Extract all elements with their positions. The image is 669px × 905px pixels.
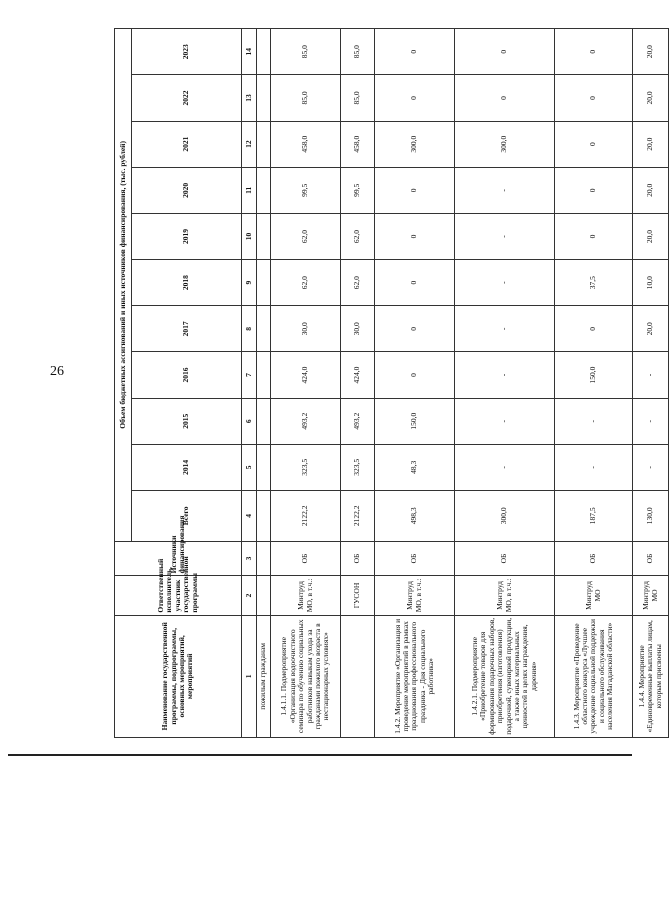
- cell-resp: Минтруд МО, в т.ч.:: [375, 576, 455, 615]
- col-number: 8: [242, 306, 257, 352]
- col-number: 13: [242, 75, 257, 121]
- col-number: 5: [242, 444, 257, 490]
- cell-value: 0: [555, 213, 633, 259]
- header-year: 2016: [132, 352, 242, 398]
- cell-value: 99,5: [271, 167, 341, 213]
- header-total: Всего: [132, 490, 242, 541]
- cell-value: [257, 167, 271, 213]
- cell-name: 1.4.2. Мероприятие «Организация и проведение мероприятий в рамках празднования профессионального праздника - Дня социального работника»: [375, 615, 455, 737]
- cell-value: 130,0: [633, 490, 669, 541]
- cell-value: 0: [455, 29, 555, 75]
- cell-value: 424,0: [271, 352, 341, 398]
- cell-value: 498,3: [375, 490, 455, 541]
- cell-name: пожилым гражданам: [257, 615, 271, 737]
- cell-name: 1.4.2.1. Подмероприятие «Приобретение товаров для формирования подарочных наборов, приобретения (изготовления) подарочной, сувенирной продукции, а также иных материальных ценностей в целях награждения, дарения»: [455, 615, 555, 737]
- cell-value: 187,5: [555, 490, 633, 541]
- cell-value: 0: [375, 167, 455, 213]
- cell-value: [257, 444, 271, 490]
- column-number-row: [242, 29, 257, 738]
- cell-resp: Минтруд МО: [555, 576, 633, 615]
- cell-value: 2122,2: [341, 490, 375, 541]
- cell-resp: Минтруд МО, в т.ч.:: [271, 576, 341, 615]
- cell-source: ОБ: [633, 541, 669, 576]
- cell-value: 0: [555, 167, 633, 213]
- cell-value: [257, 213, 271, 259]
- col-number: 1: [242, 615, 257, 737]
- table-row: [341, 29, 375, 738]
- header-funding-title: Объем бюджетных ассигнований и иных источников финансирования, (тыс. рублей): [115, 29, 132, 542]
- cell-value: [257, 75, 271, 121]
- cell-value: 493,2: [341, 398, 375, 444]
- cell-value: 37,5: [555, 260, 633, 306]
- cell-source: ОБ: [271, 541, 341, 576]
- cell-value: 85,0: [271, 75, 341, 121]
- cell-value: 85,0: [341, 29, 375, 75]
- cell-value: 0: [375, 306, 455, 352]
- cell-value: 62,0: [341, 260, 375, 306]
- col-number: 14: [242, 29, 257, 75]
- cell-value: 62,0: [341, 213, 375, 259]
- cell-value: 300,0: [455, 121, 555, 167]
- cell-value: -: [455, 306, 555, 352]
- col-number: 3: [242, 541, 257, 576]
- cell-resp: Минтруд МО, в т.ч.:: [455, 576, 555, 615]
- cell-value: -: [633, 398, 669, 444]
- table-row: [455, 29, 555, 738]
- funding-table: [114, 28, 669, 738]
- col-number: 9: [242, 260, 257, 306]
- cell-value: -: [455, 260, 555, 306]
- cell-value: 0: [375, 29, 455, 75]
- cell-name: [341, 615, 375, 737]
- cell-source: ОБ: [555, 541, 633, 576]
- cell-name: 1.4.4. Мероприятие «Единовременные выплаты лицам, которым присвоены: [633, 615, 669, 737]
- cell-value: 20,0: [633, 121, 669, 167]
- col-number: 11: [242, 167, 257, 213]
- cell-value: 0: [375, 352, 455, 398]
- cell-value: 0: [375, 213, 455, 259]
- cell-value: -: [633, 352, 669, 398]
- cell-value: 0: [375, 75, 455, 121]
- cell-value: 85,0: [271, 29, 341, 75]
- cell-source: ОБ: [375, 541, 455, 576]
- cell-value: 10,0: [633, 260, 669, 306]
- cell-value: 62,0: [271, 260, 341, 306]
- cell-value: -: [555, 444, 633, 490]
- cell-value: 493,2: [271, 398, 341, 444]
- col-number: 2: [242, 576, 257, 615]
- header-year: 2018: [132, 260, 242, 306]
- cell-value: [257, 121, 271, 167]
- cell-value: [257, 306, 271, 352]
- cell-value: 0: [555, 306, 633, 352]
- header-year: 2022: [132, 75, 242, 121]
- cell-value: 150,0: [555, 352, 633, 398]
- cell-value: [257, 260, 271, 306]
- header-source: Источники финансирования: [115, 541, 242, 576]
- cell-value: 323,5: [341, 444, 375, 490]
- header-year: 2021: [132, 121, 242, 167]
- cell-value: 20,0: [633, 167, 669, 213]
- table-row: [555, 29, 633, 738]
- cell-value: 20,0: [633, 75, 669, 121]
- cell-value: [257, 352, 271, 398]
- cell-value: -: [455, 352, 555, 398]
- cell-source: ОБ: [341, 541, 375, 576]
- rotated-table-container: [114, 28, 663, 738]
- header-name: Наименование государственной программы, подпрограммы, основных мероприятий, мероприятий: [115, 615, 242, 737]
- cell-value: 30,0: [341, 306, 375, 352]
- cell-value: 99,5: [341, 167, 375, 213]
- cell-value: 0: [555, 121, 633, 167]
- cell-value: -: [555, 398, 633, 444]
- cell-source: ОБ: [455, 541, 555, 576]
- cell-value: 20,0: [633, 213, 669, 259]
- cell-value: 424,0: [341, 352, 375, 398]
- cell-value: -: [455, 444, 555, 490]
- cell-value: -: [455, 398, 555, 444]
- cell-resp: ГУСОН: [341, 576, 375, 615]
- header-year: 2014: [132, 444, 242, 490]
- cell-value: -: [633, 444, 669, 490]
- cell-value: 300,0: [375, 121, 455, 167]
- cell-resp: [257, 576, 271, 615]
- cell-value: 62,0: [271, 213, 341, 259]
- cell-value: [257, 29, 271, 75]
- col-number: 10: [242, 213, 257, 259]
- cell-name: 1.4.3. Мероприятие «Проведение областного конкурса «Лучшее учреждение социальной поддержки и социального обслуживания населения Магаданской области»: [555, 615, 633, 737]
- cell-source: [257, 541, 271, 576]
- cell-value: -: [455, 213, 555, 259]
- page-number: 26: [50, 364, 64, 379]
- col-number: 7: [242, 352, 257, 398]
- cell-value: 30,0: [271, 306, 341, 352]
- header-year: 2017: [132, 306, 242, 352]
- cell-value: 0: [555, 29, 633, 75]
- table-body: [257, 29, 669, 738]
- cell-value: 2122,2: [271, 490, 341, 541]
- cell-value: 85,0: [341, 75, 375, 121]
- cell-value: 458,0: [271, 121, 341, 167]
- cell-value: 458,0: [341, 121, 375, 167]
- table-row: [633, 29, 669, 738]
- cell-value: 0: [375, 260, 455, 306]
- header-year: 2023: [132, 29, 242, 75]
- cell-name: 1.4.1.1. Подмероприятие «Организация водоочистного семинара по обучению социальных работников навыкам ухода за гражданами пожилого возраста в нестационарных условиях»: [271, 615, 341, 737]
- header-row-1: [115, 29, 132, 738]
- cell-value: 300,0: [455, 490, 555, 541]
- col-number: 4: [242, 490, 257, 541]
- horizontal-rule: [8, 754, 632, 756]
- table-row: [375, 29, 455, 738]
- cell-value: 20,0: [633, 29, 669, 75]
- cell-value: 0: [555, 75, 633, 121]
- table-row: [257, 29, 271, 738]
- header-responsible: Ответственный исполнитель, участник государственной программы: [115, 576, 242, 615]
- col-number: 12: [242, 121, 257, 167]
- table-row: [271, 29, 341, 738]
- cell-value: 48,3: [375, 444, 455, 490]
- header-year: 2019: [132, 213, 242, 259]
- cell-value: 20,0: [633, 306, 669, 352]
- header-year: 2020: [132, 167, 242, 213]
- cell-resp: Минтруд МО: [633, 576, 669, 615]
- cell-value: [257, 398, 271, 444]
- col-number: 6: [242, 398, 257, 444]
- cell-value: 323,5: [271, 444, 341, 490]
- cell-value: [257, 490, 271, 541]
- cell-value: -: [455, 167, 555, 213]
- cell-value: 150,0: [375, 398, 455, 444]
- cell-value: 0: [455, 75, 555, 121]
- header-year: 2015: [132, 398, 242, 444]
